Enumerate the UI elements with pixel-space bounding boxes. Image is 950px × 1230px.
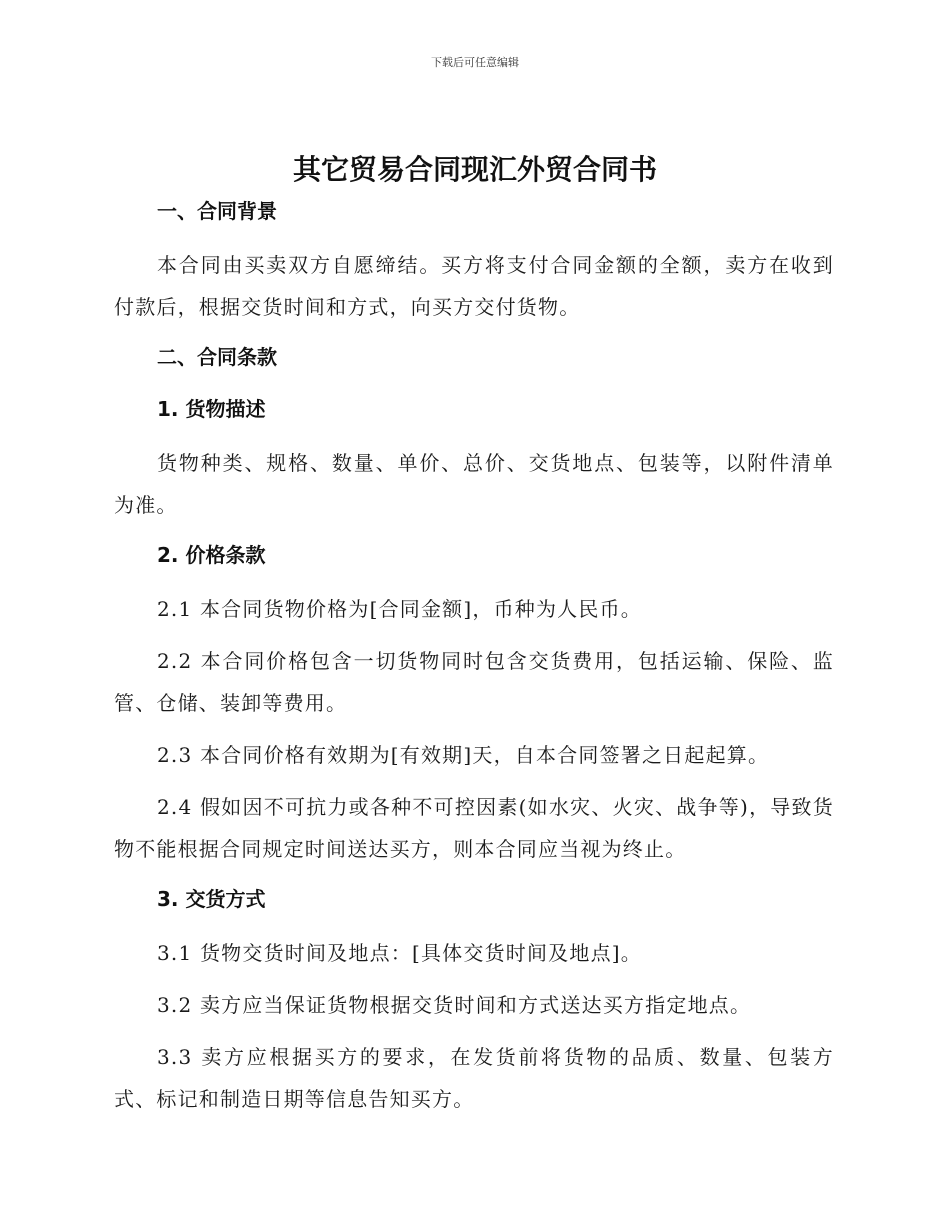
paragraph-price-2-2: 2.2 本合同价格包含一切货物同时包含交货费用，包括运输、保险、监管、仓储、装卸等费用。	[114, 649, 834, 715]
paragraph-background: 本合同由买卖双方自愿缔结。买方将支付合同金额的全额，卖方在收到付款后，根据交货时间和方式，向买方交付货物。	[114, 253, 834, 319]
subheading-goods-description: 1. 货物描述	[157, 397, 266, 421]
paragraph-price-2-1: 2.1 本合同货物价格为[合同金额]，币种为人民币。	[157, 597, 642, 621]
section-heading-terms: 二、合同条款	[157, 345, 277, 369]
section-heading-background: 一、合同背景	[157, 199, 277, 223]
paragraph-price-2-3: 2.3 本合同价格有效期为[有效期]天，自本合同签署之日起起算。	[157, 743, 770, 767]
header-note: 下载后可任意编辑	[431, 56, 519, 69]
subheading-price-terms: 2. 价格条款	[157, 543, 266, 567]
document-title: 其它贸易合同现汇外贸合同书	[292, 153, 657, 186]
paragraph-delivery-3-2: 3.2 卖方应当保证货物根据交货时间和方式送达买方指定地点。	[157, 993, 752, 1017]
paragraph-delivery-3-3: 3.3 卖方应根据买方的要求，在发货前将货物的品质、数量、包装方式、标记和制造日期等信息告知买方。	[114, 1045, 834, 1111]
subheading-delivery-method: 3. 交货方式	[157, 887, 266, 911]
document-body	[114, 192, 834, 1130]
paragraph-price-2-4: 2.4 假如因不可抗力或各种不可控因素(如水灾、火灾、战争等)，导致货物不能根据合同规定时间送达买方，则本合同应当视为终止。	[114, 795, 834, 861]
paragraph-goods-description: 货物种类、规格、数量、单价、总价、交货地点、包装等，以附件清单为准。	[114, 451, 834, 517]
paragraph-delivery-3-1: 3.1 货物交货时间及地点：[具体交货时间及地点]。	[157, 941, 642, 965]
